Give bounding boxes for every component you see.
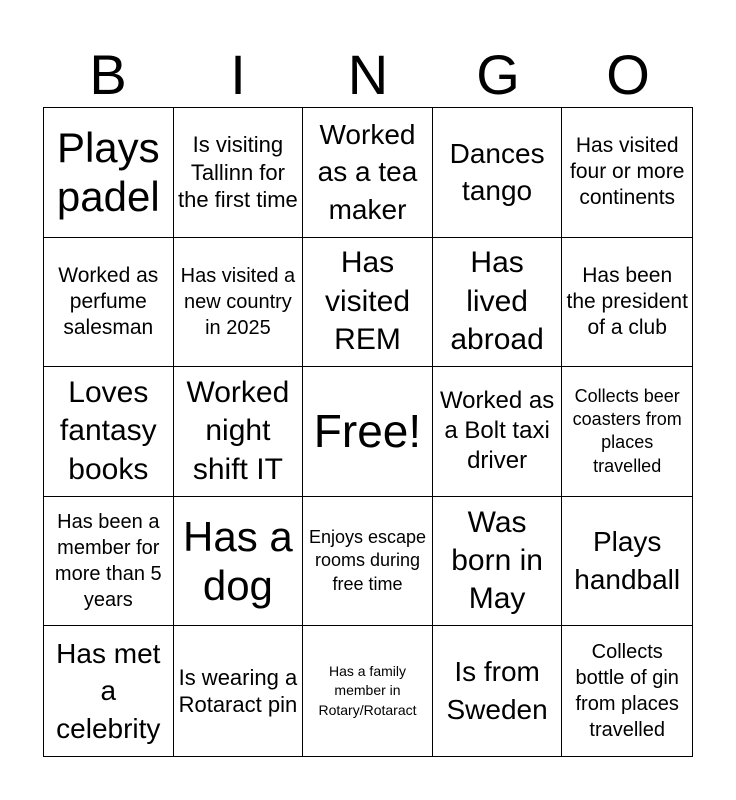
bingo-cell[interactable]: Is wearing a Rotaract pin: [174, 626, 304, 756]
header-letter-o: O: [606, 43, 650, 106]
bingo-cell[interactable]: Has a dog: [174, 497, 304, 627]
bingo-cell[interactable]: Enjoys escape rooms during free time: [303, 497, 433, 627]
bingo-cell[interactable]: Plays padel: [44, 108, 174, 238]
free-space[interactable]: Free!: [303, 367, 433, 497]
bingo-cell[interactable]: Is from Sweden: [433, 626, 563, 756]
bingo-cell[interactable]: Worked night shift IT: [174, 367, 304, 497]
bingo-cell[interactable]: Has a family member in Rotary/Rotaract: [303, 626, 433, 756]
bingo-cell[interactable]: Has visited four or more continents: [562, 108, 692, 238]
bingo-cell[interactable]: Has visited REM: [303, 238, 433, 368]
bingo-cell[interactable]: Worked as a tea maker: [303, 108, 433, 238]
bingo-cell[interactable]: Has been a member for more than 5 years: [44, 497, 174, 627]
bingo-cell[interactable]: Was born in May: [433, 497, 563, 627]
bingo-cell[interactable]: Worked as a Bolt taxi driver: [433, 367, 563, 497]
bingo-cell[interactable]: Collects beer coasters from places travelled: [562, 367, 692, 497]
bingo-cell[interactable]: Loves fantasy books: [44, 367, 174, 497]
header-letter-n: N: [347, 43, 389, 106]
bingo-cell[interactable]: Has met a celebrity: [44, 626, 174, 756]
bingo-cell[interactable]: Has visited a new country in 2025: [174, 238, 304, 368]
bingo-cell[interactable]: Has lived abroad: [433, 238, 563, 368]
bingo-header: [43, 44, 693, 106]
bingo-cell[interactable]: Plays handball: [562, 497, 692, 627]
bingo-cell[interactable]: Worked as perfume salesman: [44, 238, 174, 368]
bingo-cell[interactable]: Collects bottle of gin from places travelled: [575, 641, 679, 742]
bingo-cell[interactable]: Dances tango: [433, 108, 563, 238]
bingo-cell[interactable]: Has been the president of a club: [562, 238, 692, 368]
header-letter-b: B: [89, 43, 127, 106]
header-letter-i: I: [230, 43, 246, 106]
header-letter-g: G: [476, 43, 520, 106]
bingo-cell[interactable]: Is visiting Tallinn for the first time: [174, 108, 304, 238]
bingo-board: [43, 107, 693, 757]
